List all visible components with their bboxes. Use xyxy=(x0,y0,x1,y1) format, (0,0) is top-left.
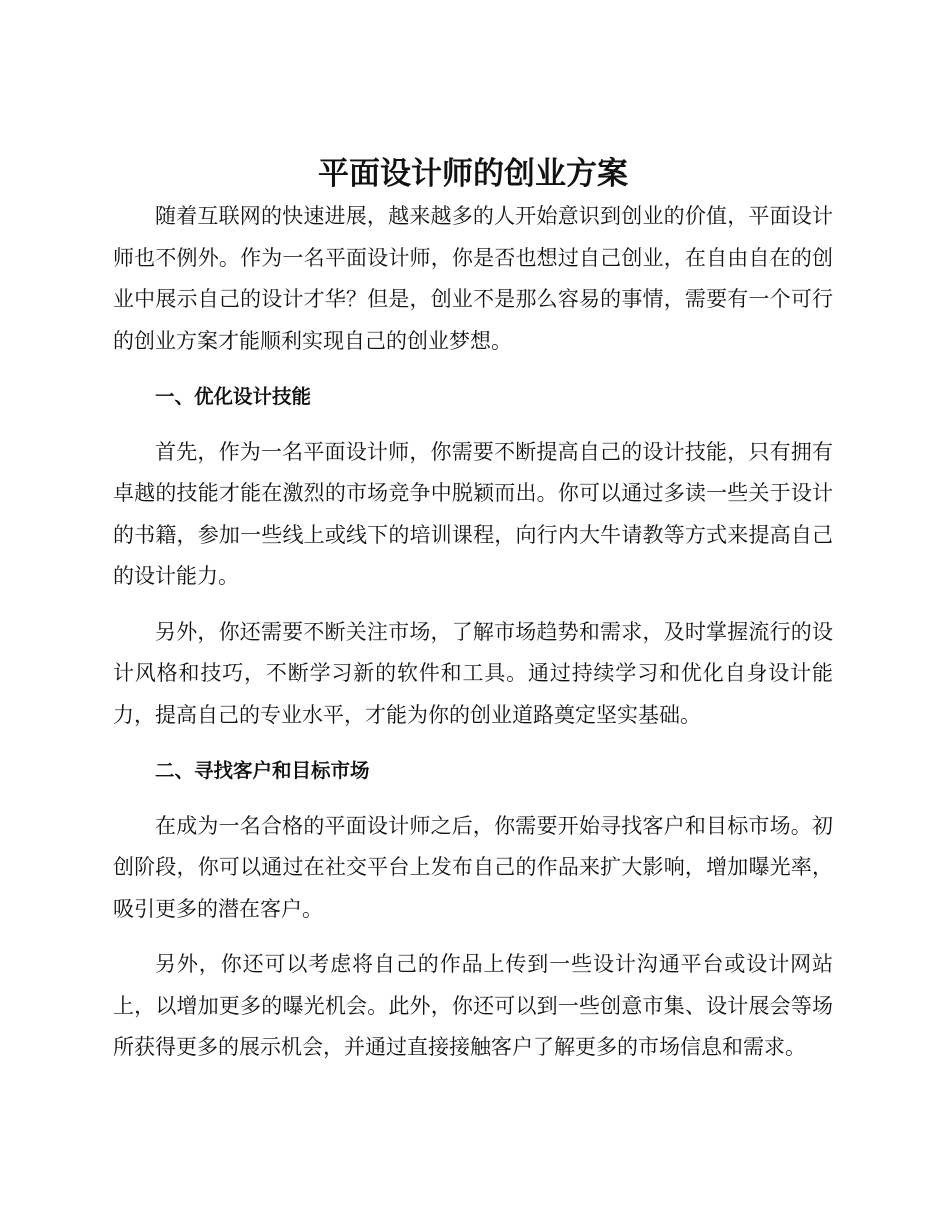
section-heading-2: 二、寻找客户和目标市场 xyxy=(155,759,370,782)
section-heading-1: 一、优化设计技能 xyxy=(155,385,312,408)
intro-paragraph: 随着互联网的快速进展，越来越多的人开始意识到创业的价值，平面设计师也不例外。作为一名平面设计师，你是否也想过自己创业，在自由自在的创业中展示自己的设计才华？但是，创业不是那么容易的事情，需要有一个可行的创业方案才能顺利实现自己的创业梦想。 xyxy=(113,204,833,353)
section1-paragraph-2: 另外，你还需要不断关注市场，了解市场趋势和需求，及时掌握流行的设计风格和技巧，不断学习新的软件和工具。通过持续学习和优化自身设计能力，提高自己的专业水平，才能为你的创业道路奠定坚实基础。 xyxy=(113,619,833,727)
section1-paragraph-1: 首先，作为一名平面设计师，你需要不断提高自己的设计技能，只有拥有卓越的技能才能在激烈的市场竞争中脱颖而出。你可以通过多读一些关于设计的书籍，参加一些线上或线下的培训课程，向行内大牛请教等方式来提高自己的设计能力。 xyxy=(113,439,833,588)
document-page xyxy=(113,148,833,1069)
section2-paragraph-2: 另外，你还可以考虑将自己的作品上传到一些设计沟通平台或设计网站上，以增加更多的曝光机会。此外，你还可以到一些创意市集、设计展会等场所获得更多的展示机会，并通过直接接触客户了解更多的市场信息和需求。 xyxy=(113,952,833,1059)
section2-paragraph-1: 在成为一名合格的平面设计师之后，你需要开始寻找客户和目标市场。初创阶段，你可以通过在社交平台上发布自己的作品来扩大影响，增加曝光率，吸引更多的潜在客户。 xyxy=(113,813,833,921)
document-title: 平面设计师的创业方案 xyxy=(318,156,628,192)
